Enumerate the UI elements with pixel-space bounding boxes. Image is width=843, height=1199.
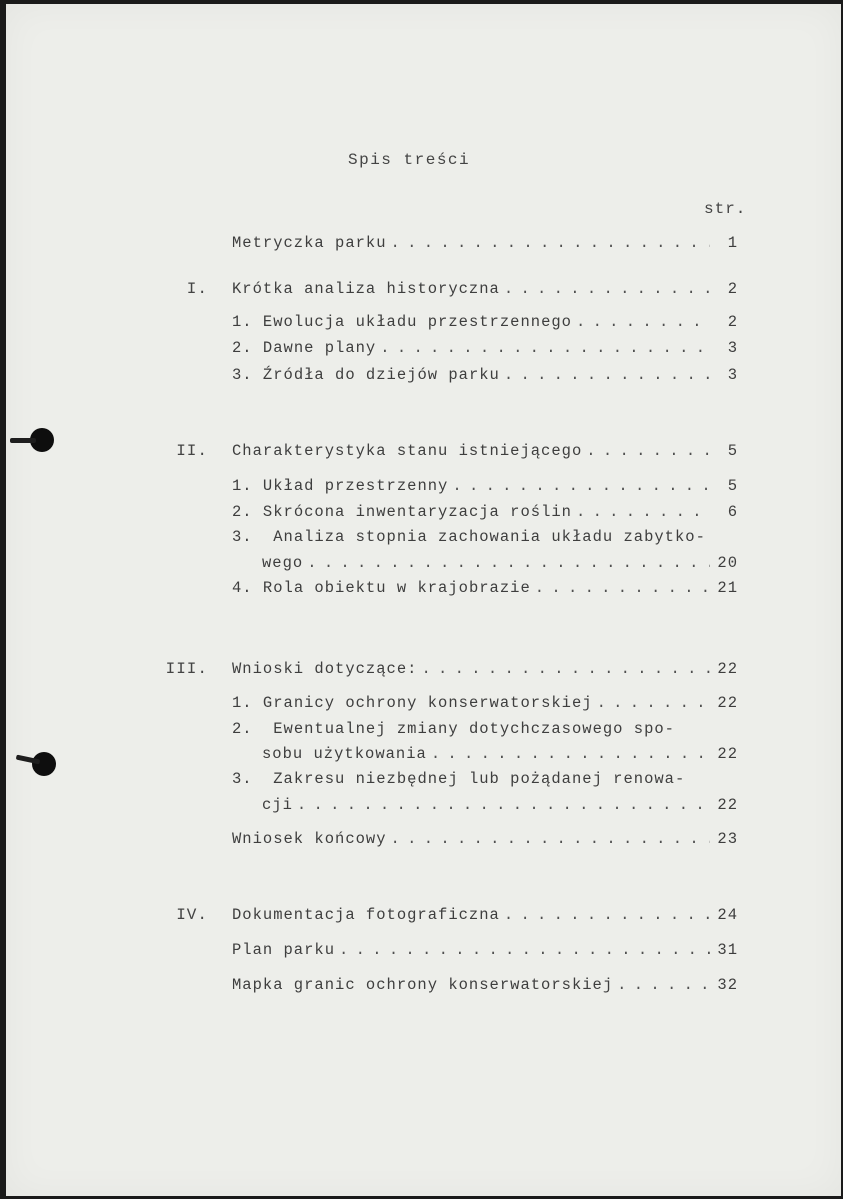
- toc-entry-continuation: [262, 745, 738, 767]
- toc-entry-number: 1.: [232, 694, 253, 712]
- leader-dots: [586, 442, 710, 460]
- toc-entry-text: Plan parku: [232, 941, 336, 959]
- toc-entry-page: 1: [727, 234, 738, 252]
- section-numeral: IV.: [176, 906, 208, 924]
- toc-entry-number: 3.: [232, 528, 253, 546]
- toc-entry-text: Zakresu niezbędnej lub pożądanej renowa-: [273, 770, 686, 788]
- toc-entry-text: Ewentualnej zmiany dotychczasowego spo-: [273, 720, 675, 738]
- toc-entry-page: 22: [717, 745, 738, 763]
- toc-entry-page: 3: [727, 339, 738, 357]
- toc-entry-number: 2.: [232, 720, 253, 738]
- toc-entry-page: 6: [727, 503, 738, 521]
- section-heading: [232, 442, 738, 464]
- section-heading-text: Dokumentacja fotograficzna: [232, 906, 500, 924]
- punch-hole: [32, 752, 56, 776]
- toc-entry-text: Skrócona inwentaryzacja roślin: [262, 503, 572, 521]
- toc-entry-number: 3.: [232, 770, 253, 788]
- toc-entry-page: 20: [717, 554, 738, 572]
- leader-dots: [380, 339, 710, 357]
- section-numeral: III.: [165, 660, 208, 678]
- toc-entry-text: Rola obiektu w krajobrazie: [262, 579, 531, 597]
- toc-entry-page: 22: [717, 796, 738, 814]
- leader-dots: [339, 941, 710, 959]
- leader-dots: [535, 579, 710, 597]
- section-numeral: I.: [186, 280, 208, 298]
- toc-entry-number: 3.: [232, 366, 253, 384]
- punch-hole-mark: [10, 438, 36, 443]
- section-heading-text: Charakterystyka stanu istniejącego: [232, 442, 583, 460]
- toc-entry-text: Wniosek końcowy: [232, 830, 387, 848]
- section-heading-text: Wnioski dotyczące:: [232, 660, 418, 678]
- section-heading: [232, 660, 738, 682]
- toc-entry-line: [232, 770, 685, 792]
- toc-entry-line: [232, 720, 675, 742]
- toc-entry-text: Układ przestrzenny: [262, 477, 449, 495]
- toc-entry-line: [232, 528, 706, 550]
- toc-entry-number: 2.: [232, 339, 253, 357]
- leader-dots: [504, 280, 710, 298]
- leader-dots: [452, 477, 710, 495]
- leader-dots: [431, 745, 710, 763]
- toc-entry: [232, 503, 738, 525]
- toc-entry-page: 21: [717, 579, 738, 597]
- toc-entry: [232, 366, 738, 388]
- toc-entry-page: 31: [717, 941, 738, 959]
- toc-entry: [232, 976, 738, 998]
- toc-entry-text: Ewolucja układu przestrzennego: [262, 313, 572, 331]
- toc-entry-number: 1.: [232, 313, 253, 331]
- toc-entry-page: 23: [717, 830, 738, 848]
- leader-dots: [307, 554, 710, 572]
- leader-dots: [297, 796, 710, 814]
- leader-dots: [391, 234, 710, 252]
- toc-entry-number: 1.: [232, 477, 253, 495]
- toc-entry-page: 32: [717, 976, 738, 994]
- toc-entry-text-cont: wego: [262, 554, 304, 572]
- section-heading-page: 22: [717, 660, 738, 678]
- leader-dots: [504, 366, 710, 384]
- section-heading-page: 2: [727, 280, 738, 298]
- toc-entry-text: Mapka granic ochrony konserwatorskiej: [232, 976, 614, 994]
- toc-entry-text: Granicy ochrony konserwatorskiej: [262, 694, 593, 712]
- toc-entry: [232, 830, 738, 852]
- toc-entry-continuation: [262, 554, 738, 576]
- leader-dots: [617, 976, 710, 994]
- toc-entry-text-cont: cji: [262, 796, 293, 814]
- toc-entry: [232, 579, 738, 601]
- section-heading: [232, 280, 738, 302]
- leader-dots: [597, 694, 710, 712]
- toc-entry-number: 4.: [232, 579, 253, 597]
- leader-dots: [421, 660, 710, 678]
- toc-entry-number: 2.: [232, 503, 253, 521]
- toc-entry: [232, 313, 738, 335]
- page-column-label: str.: [704, 200, 747, 218]
- section-heading-page: 5: [727, 442, 738, 460]
- section-numeral: II.: [176, 442, 208, 460]
- toc-entry-page: 5: [727, 477, 738, 495]
- section-heading: [232, 906, 738, 928]
- toc-entry-text: Analiza stopnia zachowania układu zabytko-: [273, 528, 706, 546]
- page-title: Spis treści: [348, 151, 471, 169]
- toc-entry-text: Metryczka parku: [232, 234, 387, 252]
- toc-entry: [232, 941, 738, 963]
- leader-dots: [576, 503, 710, 521]
- toc-entry: [232, 477, 738, 499]
- toc-entry: [232, 339, 738, 361]
- toc-entry-page: 3: [727, 366, 738, 384]
- toc-entry-continuation: [262, 796, 738, 818]
- section-heading-text: Krótka analiza historyczna: [232, 280, 500, 298]
- toc-entry-page: 2: [727, 313, 738, 331]
- toc-entry-text-cont: sobu użytkowania: [262, 745, 427, 763]
- leader-dots: [576, 313, 710, 331]
- toc-entry: [232, 694, 738, 716]
- leader-dots: [391, 830, 710, 848]
- toc-entry-text: Dawne plany: [262, 339, 377, 357]
- document-page: [6, 4, 841, 1196]
- leader-dots: [504, 906, 710, 924]
- toc-entry-text: Źródła do dziejów parku: [262, 366, 500, 384]
- toc-entry: [232, 234, 738, 256]
- section-heading-page: 24: [717, 906, 738, 924]
- toc-entry-page: 22: [717, 694, 738, 712]
